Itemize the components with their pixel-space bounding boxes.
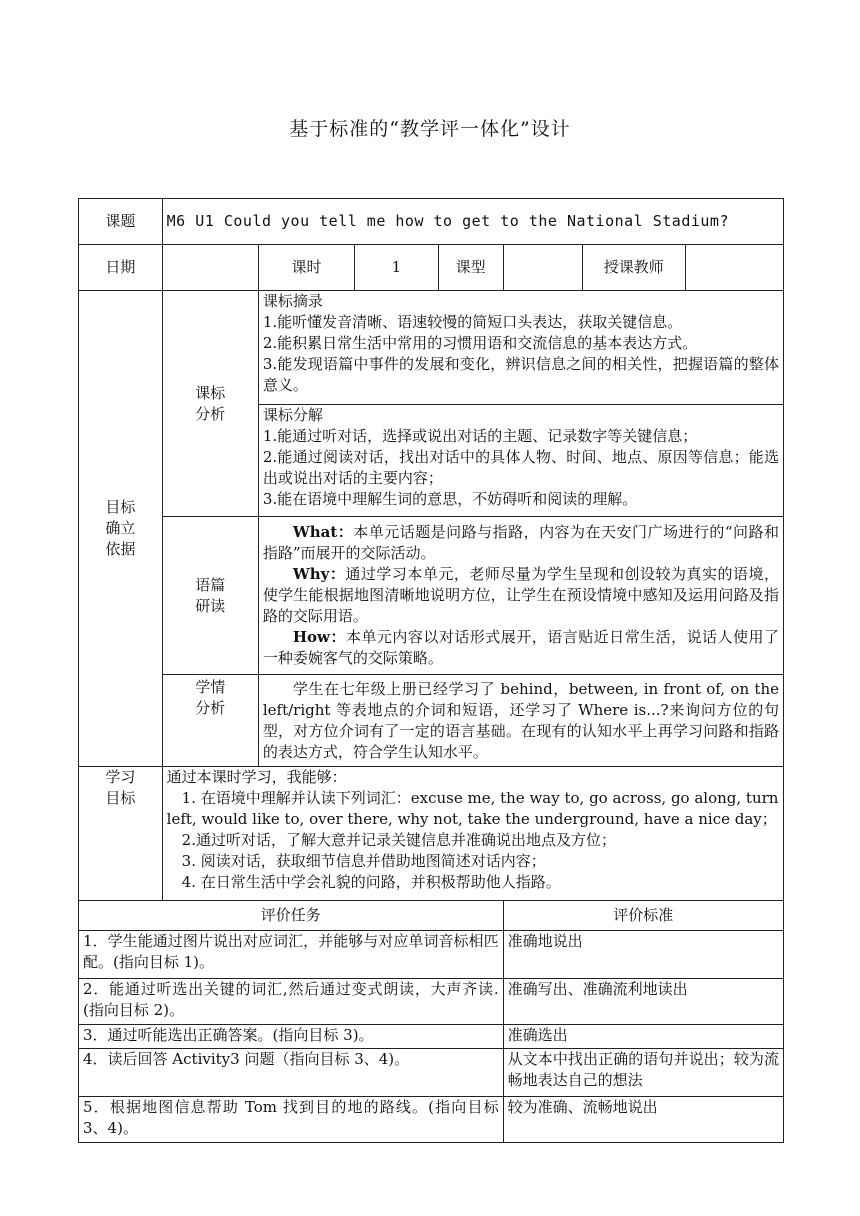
eval-task: 2．能通过听选出关键的词汇,然后通过变式朗读，大声齐读. (指向目标 2)。 bbox=[79, 979, 504, 1025]
eval-task: 5．根据地图信息帮助 Tom 找到目的地的路线。(指向目标 3、4)。 bbox=[79, 1097, 504, 1143]
date-value bbox=[162, 245, 258, 291]
text-why: Why：通过学习本单元，老师尽量为学生呈现和创设较为真实的语境，使学生能根据地图清晰地说明方位，让学生在预设情境中感知及运用问路及指路的交际用语。 bbox=[262, 565, 779, 625]
eval-row bbox=[79, 979, 784, 1025]
teacher-label: 授课教师 bbox=[583, 245, 685, 291]
eval-task: 3．通过听能选出正确答案。(指向目标 3)。 bbox=[79, 1025, 504, 1049]
eval-task: 1．学生能通过图片说出对应词汇，并能够与对应单词音标相匹配。(指向目标 1)。 bbox=[79, 931, 504, 979]
goals-label: 学习 目标 bbox=[79, 767, 163, 901]
excerpt-title: 课标摘录 bbox=[262, 292, 323, 310]
decomp-title: 课标分解 bbox=[262, 406, 323, 424]
goal-item: 2.通过听对话，了解大意并记录关键信息并准确说出地点及方位； bbox=[181, 831, 616, 849]
standard-excerpt-row bbox=[79, 291, 784, 405]
decomp-item: 1.能通过听对话，选择或说出对话的主题、记录数字等关键信息； bbox=[262, 427, 698, 445]
eval-criteria: 较为准确、流畅地说出 bbox=[503, 1097, 783, 1143]
date-label: 日期 bbox=[79, 245, 163, 291]
type-label: 课型 bbox=[438, 245, 503, 291]
decomp-item: 3.能在语境中理解生词的意思，不妨碍听和阅读的理解。 bbox=[262, 490, 638, 508]
goal-item: 1. 在语境中理解并认读下列词汇：excuse me, the way to, go across, go along, turn left, would like to, over there, why not, take the underground, have a nice day； bbox=[166, 789, 779, 828]
standard-label: 课标 分析 bbox=[162, 291, 258, 517]
eval-task: 4．读后回答 Activity3 问题（指向目标 3、4)。 bbox=[79, 1049, 504, 1097]
type-value bbox=[503, 245, 582, 291]
goals-row bbox=[79, 767, 784, 901]
eval-criteria: 准确地说出 bbox=[503, 931, 783, 979]
period-label: 课时 bbox=[258, 245, 354, 291]
eval-row bbox=[79, 931, 784, 979]
excerpt-item: 1.能听懂发音清晰、语速较慢的简短口头表达，获取关键信息。 bbox=[262, 313, 683, 331]
learner-row bbox=[79, 675, 784, 767]
goal-item: 4. 在日常生活中学会礼貌的问路，并积极帮助他人指路。 bbox=[181, 873, 561, 891]
eval-header-row bbox=[79, 901, 784, 931]
eval-criteria: 准确选出 bbox=[503, 1025, 783, 1049]
goals-content bbox=[162, 767, 783, 901]
text-study-row bbox=[79, 517, 784, 675]
decomp-item: 2.能通过阅读对话，找出对话中的具体人物、时间、地点、原因等信息；能选出或说出对话的主要内容； bbox=[262, 448, 779, 487]
eval-task-header: 评价任务 bbox=[79, 901, 504, 931]
goal-item: 3. 阅读对话，获取细节信息并借助地图简述对话内容； bbox=[181, 852, 546, 870]
eval-criteria-header: 评价标准 bbox=[503, 901, 783, 931]
text-how: How：本单元内容以对话形式展开，语言贴近日常生活，说话人使用了一种委婉客气的交际策略。 bbox=[262, 628, 779, 667]
standard-decomp bbox=[258, 405, 783, 517]
period-value: 1 bbox=[355, 245, 439, 291]
topic-label: 课题 bbox=[79, 199, 163, 245]
basis-label: 目标 确立 依据 bbox=[79, 291, 163, 767]
text-study bbox=[258, 517, 783, 675]
text-study-label: 语篇 研读 bbox=[162, 517, 258, 675]
learner-label: 学情 分析 bbox=[162, 675, 258, 767]
eval-criteria: 从文本中找出正确的语句并说出；较为流畅地表达自己的想法 bbox=[503, 1049, 783, 1097]
text-what: What：本单元话题是问路与指路，内容为在天安门广场进行的“问路和指路”而展开的交际活动。 bbox=[262, 523, 779, 562]
eval-row bbox=[79, 1097, 784, 1143]
eval-row bbox=[79, 1049, 784, 1097]
excerpt-item: 2.能积累日常生活中常用的习惯用语和交流信息的基本表达方式。 bbox=[262, 334, 698, 352]
meta-row bbox=[79, 245, 784, 291]
goals-intro: 通过本课时学习，我能够： bbox=[166, 768, 347, 786]
teacher-value bbox=[685, 245, 783, 291]
topic-value: M6 U1 Could you tell me how to get to the National Stadium? bbox=[162, 199, 783, 245]
excerpt-item: 3.能发现语篇中事件的发展和变化，辨识信息之间的相关性，把握语篇的整体意义。 bbox=[262, 355, 779, 394]
standard-excerpt bbox=[258, 291, 783, 405]
learner-analysis: 学生在七年级上册已经学习了 behind，between, in front of, on the left/right 等表地点的介词和短语，还学习了 Where is...?来询问方位的句型，对方位介词有了一定的语言基础。在现有的认知水平上再学习问路和指路的表达方式，符合学生认知水平。 bbox=[258, 675, 783, 767]
eval-row bbox=[79, 1025, 784, 1049]
eval-criteria: 准确写出、准确流利地读出 bbox=[503, 979, 783, 1025]
topic-row bbox=[79, 199, 784, 245]
lesson-design-table bbox=[78, 198, 784, 1143]
page-title: 基于标准的“教学评一体化”设计 bbox=[289, 118, 571, 140]
